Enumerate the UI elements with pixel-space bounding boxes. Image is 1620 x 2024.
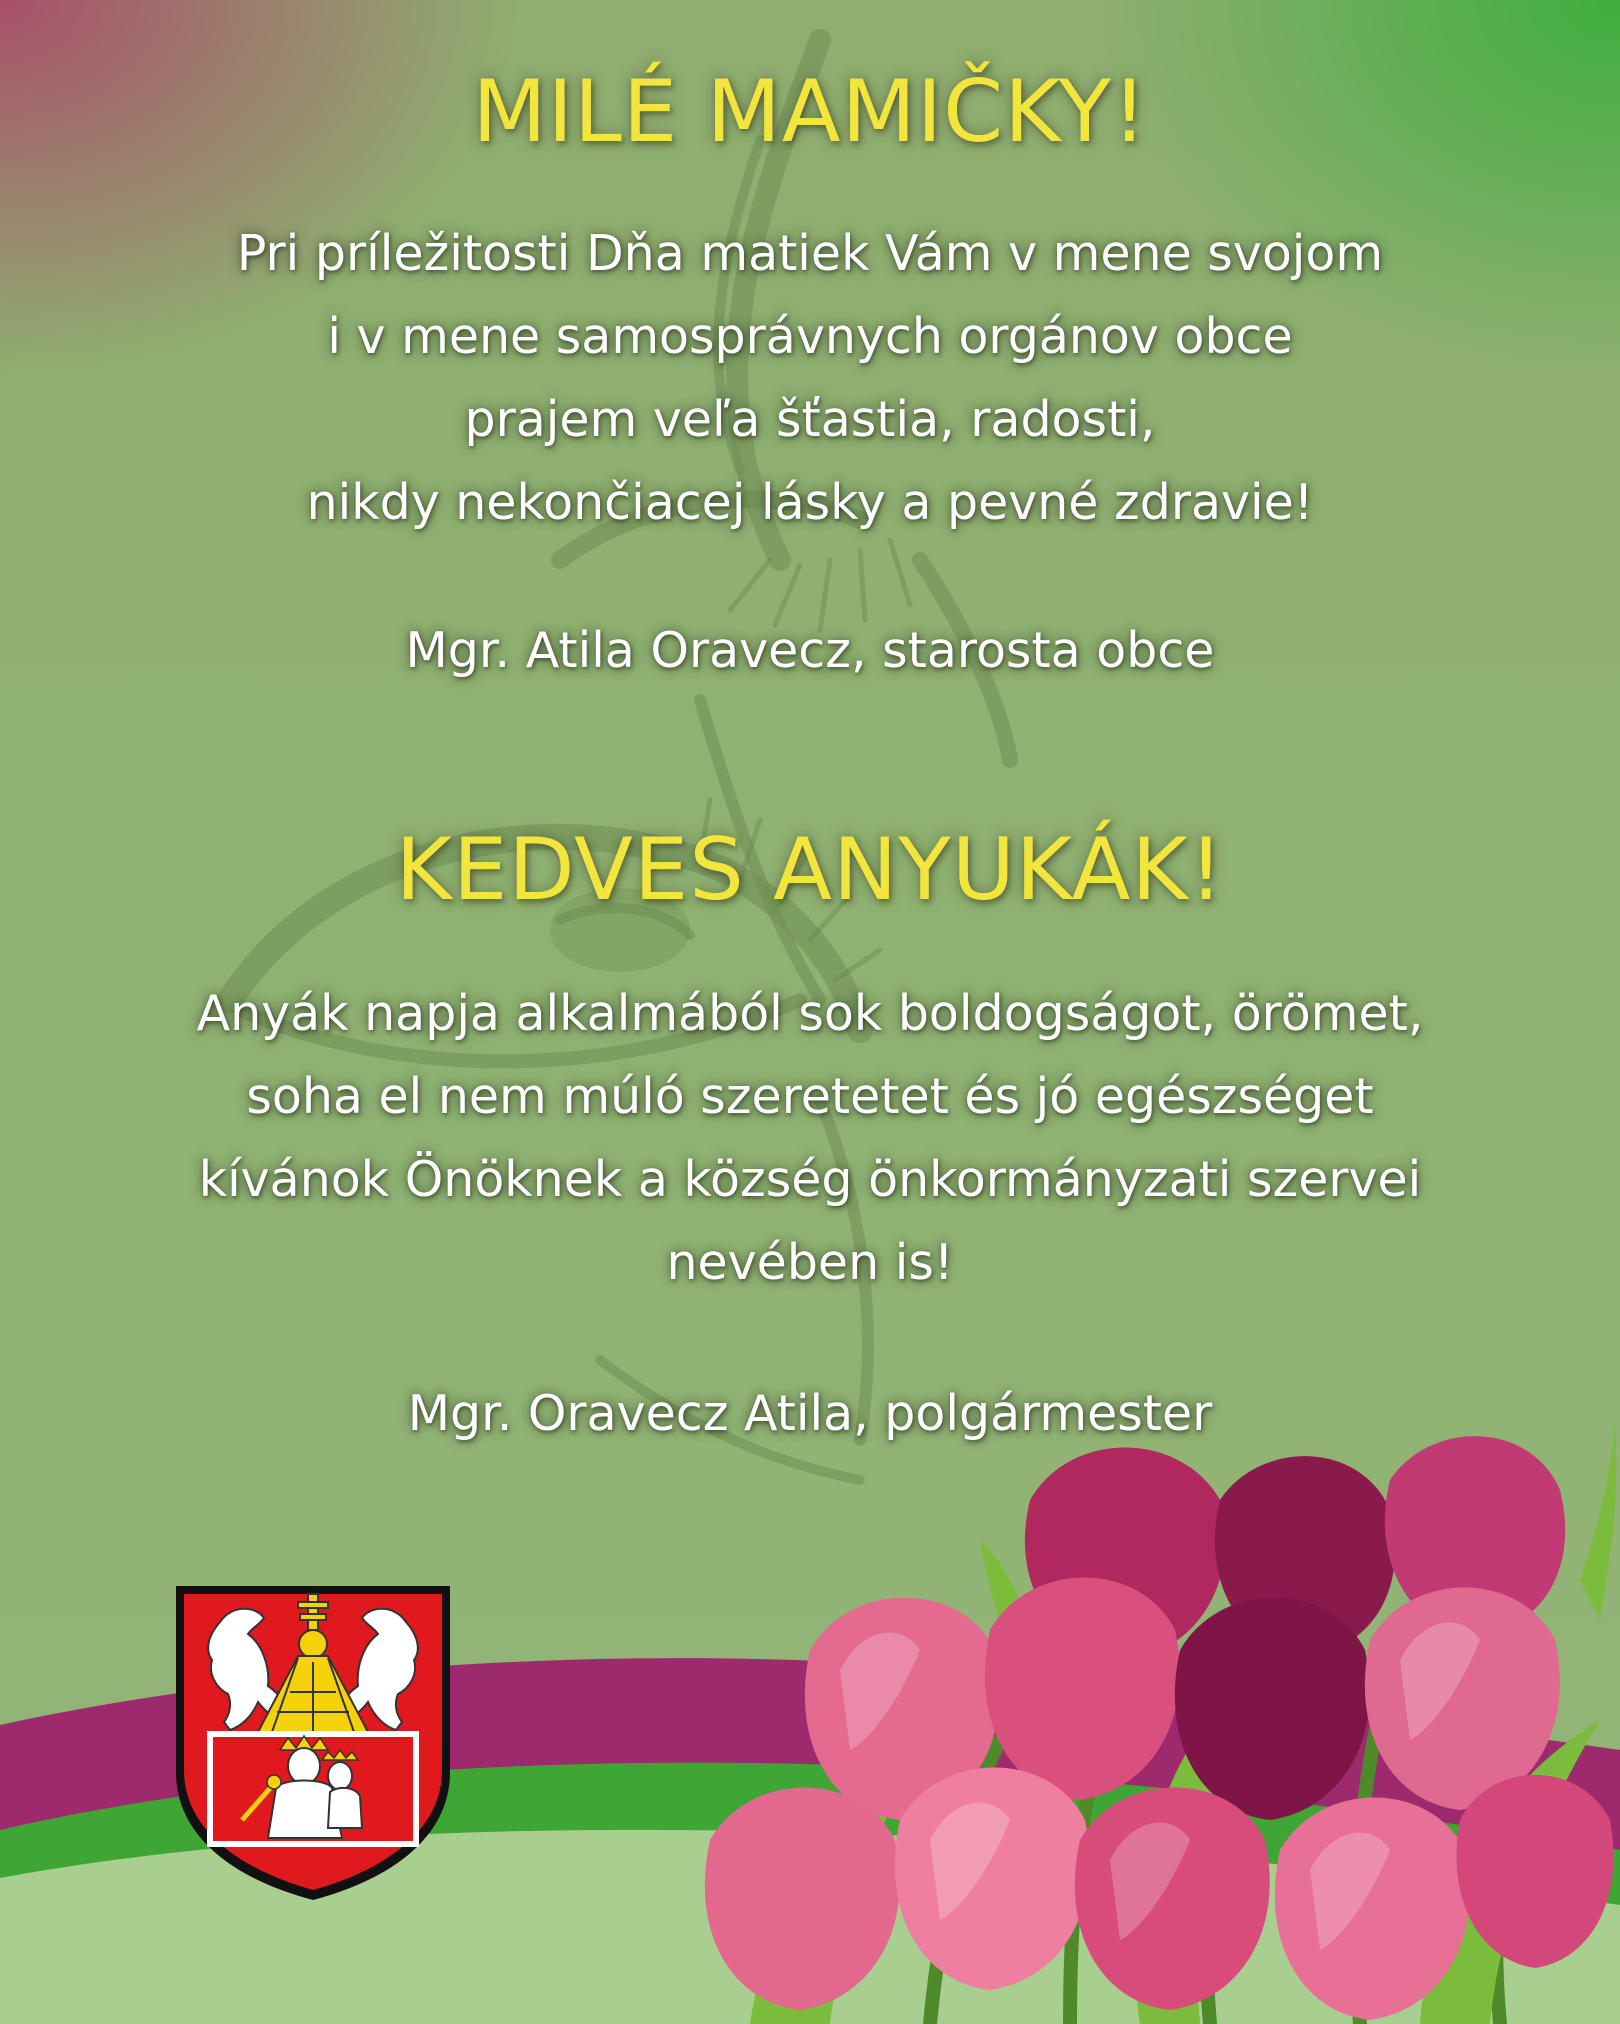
hungarian-greeting-heading: KEDVES ANYUKÁK! [395, 820, 1225, 920]
slovak-greeting-line: i v mene samosprávnych orgánov obce [327, 308, 1293, 365]
hungarian-greeting-line: nevében is! [666, 1234, 954, 1291]
hungarian-greeting-line: kívánok Önöknek a község önkormányzati szervei [198, 1151, 1422, 1208]
slovak-greeting-line: prajem veľa šťastia, radosti, [464, 391, 1156, 448]
slovak-greeting-heading: MILÉ MAMIČKY! [472, 62, 1148, 162]
hungarian-signature: Mgr. Oravecz Atila, polgármester [407, 1385, 1213, 1442]
slovak-greeting-line: nikdy nekončiacej lásky a pevné zdravie! [306, 474, 1314, 531]
hungarian-greeting-line: Anyák napja alkalmából sok boldogságot, örömet, [196, 985, 1424, 1042]
slovak-greeting-line: Pri príležitosti Dňa matiek Vám v mene svojom [236, 225, 1384, 282]
tulips-illustration [600, 1420, 1620, 2024]
slovak-signature: Mgr. Atila Oravecz, starosta obce [405, 622, 1215, 679]
hungarian-greeting-text [0, 972, 1620, 1304]
coat-of-arms-emblem [172, 1582, 454, 1904]
hungarian-greeting-line: soha el nem múló szeretetet és jó egészséget [246, 1068, 1374, 1125]
slovak-greeting-text [0, 212, 1620, 544]
